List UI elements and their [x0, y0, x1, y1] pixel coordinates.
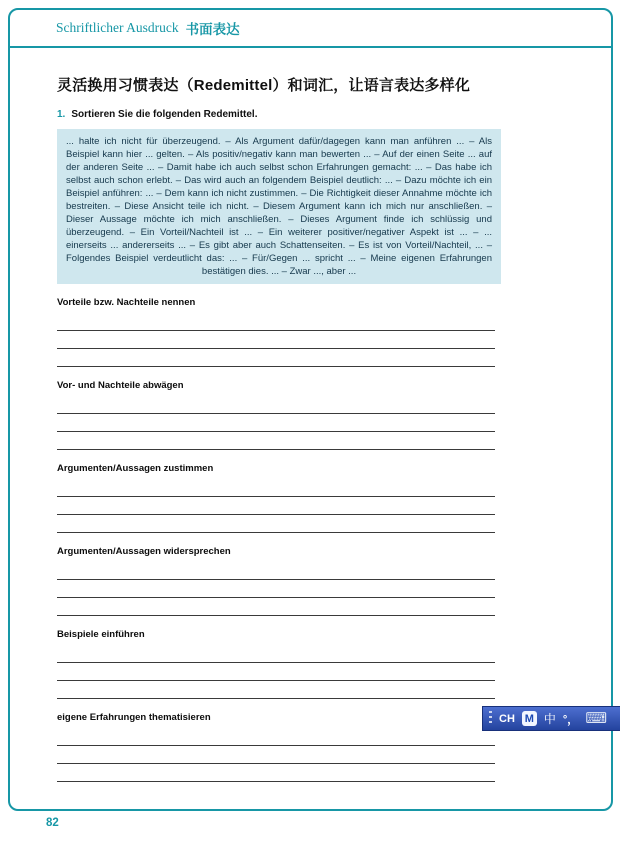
- writing-line: [57, 497, 495, 515]
- punctuation-toggle-button[interactable]: °，: [562, 713, 579, 726]
- exercise-number: 1.: [57, 109, 66, 120]
- chinese-mode-button[interactable]: 中: [543, 712, 556, 726]
- section-beispiele: [57, 629, 501, 699]
- writing-line: [57, 728, 495, 746]
- writing-line: [57, 396, 495, 414]
- header-title-german: Schriftlicher Ausdruck: [56, 20, 179, 35]
- section-label: Beispiele einführen: [57, 629, 145, 640]
- section-vorteile-nennen: [57, 297, 501, 367]
- language-indicator-button[interactable]: CH: [499, 712, 515, 725]
- writing-line: [57, 432, 495, 450]
- section-label: Argumenten/Aussagen widersprechen: [57, 546, 231, 557]
- header-title-chinese: 书面表达: [185, 22, 240, 37]
- writing-line: [57, 746, 495, 764]
- drag-handle-icon[interactable]: [489, 711, 492, 726]
- page-content: [10, 48, 611, 782]
- exercise-instruction-row: [57, 109, 611, 120]
- page-title: 灵活换用习惯表达（Redemittel）和词汇，让语言表达多样化: [57, 77, 471, 94]
- exercise-instruction: Sortieren Sie die folgenden Redemittel.: [71, 109, 258, 120]
- writing-line: [57, 764, 495, 782]
- writing-line: [57, 479, 495, 497]
- writing-line: [57, 663, 495, 681]
- language-bar: [482, 706, 620, 731]
- page-number: 82: [46, 817, 59, 829]
- redemittel-box: ... halte ich nicht für überzeugend. – Als Argument dafür/dagegen kann man anführen ... – Als Beispiel kann hier ... gelten. – Als positiv/negativ kann man bewerten ... – Auf der einen Seite ... auf der anderen Seite ... – Damit habe ich auch selbst schon Erfahrungen gemacht: ... – Das habe ich selbst auch schon erlebt. – Das wird auch an folgendem Beispiel deutlich: ... – Dazu möchte ich ein Beispiel anführen: ... – Dem kann ich nicht zustimmen. – Die Richtigkeit dieser Annahme möchte ich bestreiten. – Diese Ansicht teile ich nicht. – Diesem Argument kann ich mich nur anschließen. – Dieser Aussage möchte ich mich anschließen. – Dieses Argument finde ich schlüssig und überzeugend. – Ein Vorteil/Nachteil ist ... – Ein weiterer positiver/negativer Aspekt ist ... – ... einerseits ... andererseits ... – Es gibt aber auch Schattenseiten. – Es ist von Vorteil/Nachteil, ... – Folgendes Beispiel verdeutlicht das: ... – Für/Gegen ... spricht ... – Meine eigenen Erfahrungen bestätigen dies. ... – Zwar ..., aber ...: [57, 129, 501, 284]
- writing-line: [57, 598, 495, 616]
- writing-line: [57, 645, 495, 663]
- ime-icon[interactable]: M: [522, 711, 537, 726]
- section-erfahrungen: [57, 712, 501, 782]
- section-label: Argumenten/Aussagen zustimmen: [57, 463, 214, 474]
- section-label: Vor- und Nachteile abwägen: [57, 380, 184, 391]
- writing-line: [57, 580, 495, 598]
- writing-line: [57, 349, 495, 367]
- page-frame: [8, 8, 613, 811]
- keyboard-icon[interactable]: ⌨: [585, 710, 607, 727]
- writing-line: [57, 414, 495, 432]
- writing-line: [57, 562, 495, 580]
- writing-line: [57, 515, 495, 533]
- section-label: eigene Erfahrungen thematisieren: [57, 712, 211, 723]
- writing-line: [57, 681, 495, 699]
- section-widersprechen: [57, 546, 501, 616]
- section-zustimmen: [57, 463, 501, 533]
- section-abwaegen: [57, 380, 501, 450]
- writing-line: [57, 313, 495, 331]
- writing-line: [57, 331, 495, 349]
- section-label: Vorteile bzw. Nachteile nennen: [57, 297, 196, 308]
- page-header: [10, 10, 611, 48]
